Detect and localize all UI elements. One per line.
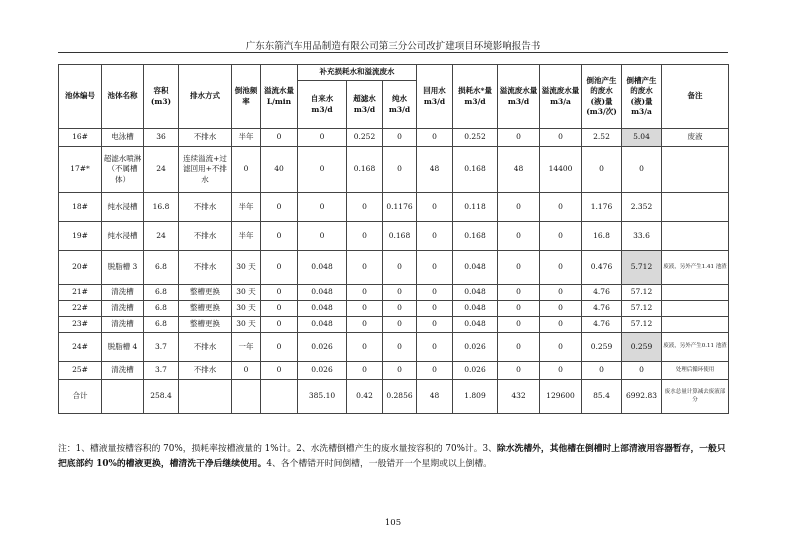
total-wa: 129600 xyxy=(540,380,582,414)
cell-uf: 0 xyxy=(347,222,383,251)
cell-uf: 0 xyxy=(347,251,383,285)
cell-reuse: 0 xyxy=(417,251,453,285)
cell-name: 超滤水喷淋（不属槽体） xyxy=(102,147,144,193)
cell-no: 16# xyxy=(59,129,102,147)
cell-pg: 5.712 xyxy=(622,251,662,285)
cell-no: 20# xyxy=(59,251,102,285)
table-row xyxy=(59,147,729,193)
cell-wd: 0 xyxy=(498,251,540,285)
cell-remark xyxy=(662,301,729,317)
col-header-reuse: 回用水 m3/d xyxy=(417,65,453,129)
col-header-tap: 自来水 m3/d xyxy=(298,81,347,129)
cell-vol: 16.8 xyxy=(144,193,179,222)
cell-ovf: 40 xyxy=(261,147,298,193)
cell-pw: 0.259 xyxy=(582,333,622,362)
cell-reuse: 0 xyxy=(417,317,453,333)
cell-pg: 5.04 xyxy=(622,129,662,147)
cell-wd: 0 xyxy=(498,317,540,333)
cell-remark xyxy=(662,317,729,333)
cell-drain: 不排水 xyxy=(179,333,232,362)
cell-vol: 6.8 xyxy=(144,251,179,285)
cell-pure: 0 xyxy=(383,301,417,317)
table-row xyxy=(59,317,729,333)
cell-reuse: 0 xyxy=(417,301,453,317)
cell-pg: 0 xyxy=(622,362,662,380)
cell-name: 电泳槽 xyxy=(102,129,144,147)
cell-wd: 0 xyxy=(498,193,540,222)
cell-name: 纯水浸槽 xyxy=(102,193,144,222)
cell-freq: 半年 xyxy=(232,193,261,222)
cell-wd: 48 xyxy=(498,147,540,193)
col-header-uf: 超滤水 m3/d xyxy=(347,81,383,129)
cell-drain: 不排水 xyxy=(179,362,232,380)
col-header-pour-waste: 倒池产生的废水(液)量 (m3/次) xyxy=(582,65,622,129)
cell-ovf: 0 xyxy=(261,285,298,301)
total-pg: 6992.83 xyxy=(622,380,662,414)
col-header-pour-freq: 倒池频率 xyxy=(232,65,261,129)
cell-uf: 0 xyxy=(347,317,383,333)
cell-pw: 2.52 xyxy=(582,129,622,147)
cell-pw: 4.76 xyxy=(582,301,622,317)
cell-loss: 0.168 xyxy=(453,147,498,193)
total-wd: 432 xyxy=(498,380,540,414)
total-remark: 废水总量计算减去废液部分 xyxy=(662,380,729,414)
cell-pure: 0.168 xyxy=(383,222,417,251)
cell-pg: 57.12 xyxy=(622,285,662,301)
cell-tap: 0.026 xyxy=(298,333,347,362)
cell-tap: 0 xyxy=(298,147,347,193)
cell-loss: 0.118 xyxy=(453,193,498,222)
cell-pw: 0 xyxy=(582,147,622,193)
cell-loss: 0.168 xyxy=(453,222,498,251)
col-header-loss: 损耗水*量 m3/d xyxy=(453,65,498,129)
table-row xyxy=(59,222,729,251)
cell-no: 25# xyxy=(59,362,102,380)
cell-ovf: 0 xyxy=(261,251,298,285)
total-uf: 0.42 xyxy=(347,380,383,414)
cell-name: 脱脂槽 3 xyxy=(102,251,144,285)
page-number: 105 xyxy=(384,518,402,528)
total-tap: 385.10 xyxy=(298,380,347,414)
cell-ovf: 0 xyxy=(261,317,298,333)
cell-no: 17#* xyxy=(59,147,102,193)
table-row xyxy=(59,333,729,362)
cell-pw: 1.176 xyxy=(582,193,622,222)
cell-uf: 0.168 xyxy=(347,147,383,193)
cell-remark: 处理后循环使用 xyxy=(662,362,729,380)
cell-remark xyxy=(662,193,729,222)
cell-pure: 0 xyxy=(383,362,417,380)
cell-pw: 0.476 xyxy=(582,251,622,285)
table-row xyxy=(59,251,729,285)
table-total-row xyxy=(59,380,729,414)
note-bold: 除水洗槽外，其他槽在倒槽时上部清液用容器暂存，一般只把底部约 10%的槽液更换，槽清洗干净后继续使用。 xyxy=(58,444,726,470)
col-header-pure: 纯水 m3/d xyxy=(383,81,417,129)
cell-freq: 30 天 xyxy=(232,251,261,285)
cell-no: 18# xyxy=(59,193,102,222)
cell-no: 24# xyxy=(59,333,102,362)
cell-remark xyxy=(662,147,729,193)
cell-remark xyxy=(662,222,729,251)
cell-reuse: 0 xyxy=(417,333,453,362)
cell-wd: 0 xyxy=(498,333,540,362)
cell-vol: 36 xyxy=(144,129,179,147)
cell-pg: 57.12 xyxy=(622,301,662,317)
cell-name: 清洗槽 xyxy=(102,285,144,301)
note-part-1: 注：1、槽液量按槽容积的 70%，损耗率按槽液量的 1%计。2、水洗槽倒槽产生的废水量按容积的 70%计。3、 xyxy=(58,444,497,454)
cell-loss: 0.048 xyxy=(453,285,498,301)
cell-pure: 0 xyxy=(383,285,417,301)
cell-uf: 0 xyxy=(347,301,383,317)
total-cell-freq xyxy=(232,380,261,414)
cell-no: 21# xyxy=(59,285,102,301)
cell-ovf: 0 xyxy=(261,222,298,251)
cell-reuse: 0 xyxy=(417,222,453,251)
cell-pure: 0 xyxy=(383,251,417,285)
cell-vol: 6.8 xyxy=(144,317,179,333)
cell-pw: 16.8 xyxy=(582,222,622,251)
cell-wa: 0 xyxy=(540,193,582,222)
cell-loss: 0.252 xyxy=(453,129,498,147)
cell-loss: 0.048 xyxy=(453,251,498,285)
cell-tap: 0.048 xyxy=(298,317,347,333)
cell-name: 清洗槽 xyxy=(102,301,144,317)
cell-vol: 3.7 xyxy=(144,333,179,362)
cell-freq: 0 xyxy=(232,147,261,193)
total-pure: 0.2856 xyxy=(383,380,417,414)
cell-wd: 0 xyxy=(498,222,540,251)
cell-freq: 30 天 xyxy=(232,285,261,301)
cell-reuse: 0 xyxy=(417,193,453,222)
cell-pure: 0 xyxy=(383,317,417,333)
cell-tap: 0 xyxy=(298,193,347,222)
cell-freq: 一年 xyxy=(232,333,261,362)
cell-freq: 0 xyxy=(232,362,261,380)
cell-vol: 24 xyxy=(144,222,179,251)
col-header-overflow: 溢流水量 L/min xyxy=(261,65,298,129)
cell-uf: 0 xyxy=(347,285,383,301)
cell-pure: 0.1176 xyxy=(383,193,417,222)
cell-loss: 0.026 xyxy=(453,362,498,380)
cell-remark xyxy=(662,285,729,301)
cell-drain: 不排水 xyxy=(179,251,232,285)
total-cell-drain xyxy=(179,380,232,414)
col-header-overflow-waste-a: 溢流废水量 m3/a xyxy=(540,65,582,129)
cell-name: 清洗槽 xyxy=(102,317,144,333)
cell-tap: 0.026 xyxy=(298,362,347,380)
cell-drain: 整槽更换 xyxy=(179,317,232,333)
cell-ovf: 0 xyxy=(261,301,298,317)
col-header-pool-name: 池体名称 xyxy=(102,65,144,129)
cell-loss: 0.026 xyxy=(453,333,498,362)
cell-wd: 0 xyxy=(498,301,540,317)
total-cell-name xyxy=(102,380,144,414)
table-row xyxy=(59,285,729,301)
cell-loss: 0.048 xyxy=(453,301,498,317)
note-part-2: 4、各个槽错开时间倒槽，一般错开一个星期或以上倒槽。 xyxy=(266,459,492,470)
cell-ovf: 0 xyxy=(261,129,298,147)
cell-ovf: 0 xyxy=(261,193,298,222)
cell-pg: 0 xyxy=(622,147,662,193)
cell-pg: 57.12 xyxy=(622,317,662,333)
total-reuse: 48 xyxy=(417,380,453,414)
cell-tap: 0.048 xyxy=(298,301,347,317)
cell-pure: 0 xyxy=(383,333,417,362)
cell-remark: 废液 xyxy=(662,129,729,147)
water-balance-table xyxy=(58,64,729,414)
cell-wa: 0 xyxy=(540,301,582,317)
cell-vol: 3.7 xyxy=(144,362,179,380)
cell-wd: 0 xyxy=(498,129,540,147)
cell-name: 脱脂槽 4 xyxy=(102,333,144,362)
cell-vol: 6.8 xyxy=(144,285,179,301)
cell-vol: 24 xyxy=(144,147,179,193)
cell-wd: 0 xyxy=(498,285,540,301)
col-header-supplement-group: 补充损耗水和溢流废水 xyxy=(298,65,417,81)
cell-wa: 0 xyxy=(540,317,582,333)
cell-wa: 0 xyxy=(540,285,582,301)
cell-pg: 0.259 xyxy=(622,333,662,362)
cell-tap: 0.048 xyxy=(298,285,347,301)
cell-pure: 0 xyxy=(383,147,417,193)
page-header: 广东东箭汽车用品制造有限公司第三分公司改扩建项目环境影响报告书 xyxy=(245,41,541,52)
total-vol: 258.4 xyxy=(144,380,179,414)
cell-tap: 0 xyxy=(298,222,347,251)
cell-wa: 0 xyxy=(540,222,582,251)
cell-wa: 14400 xyxy=(540,147,582,193)
table-row xyxy=(59,301,729,317)
col-header-pour-gen: 倒槽产生的废水(液)量 m3/a xyxy=(622,65,662,129)
cell-reuse: 0 xyxy=(417,285,453,301)
col-header-volume: 容积(m3) xyxy=(144,65,179,129)
cell-tap: 0.048 xyxy=(298,251,347,285)
cell-drain: 不排水 xyxy=(179,193,232,222)
cell-pure: 0 xyxy=(383,129,417,147)
cell-no: 22# xyxy=(59,301,102,317)
cell-uf: 0.252 xyxy=(347,129,383,147)
cell-remark: 废液，另外产生1.41 池渣 xyxy=(662,251,729,285)
cell-vol: 6.8 xyxy=(144,301,179,317)
cell-wa: 0 xyxy=(540,251,582,285)
cell-ovf: 0 xyxy=(261,333,298,362)
cell-uf: 0 xyxy=(347,333,383,362)
cell-freq: 30 天 xyxy=(232,301,261,317)
cell-uf: 0 xyxy=(347,362,383,380)
cell-freq: 半年 xyxy=(232,222,261,251)
cell-pw: 0 xyxy=(582,362,622,380)
cell-no: 23# xyxy=(59,317,102,333)
col-header-overflow-waste-d: 溢流废水量 m3/d xyxy=(498,65,540,129)
total-cell-ovf xyxy=(261,380,298,414)
cell-wd: 0 xyxy=(498,362,540,380)
cell-reuse: 0 xyxy=(417,129,453,147)
cell-pg: 2.352 xyxy=(622,193,662,222)
cell-freq: 半年 xyxy=(232,129,261,147)
cell-drain: 整槽更换 xyxy=(179,285,232,301)
cell-reuse: 0 xyxy=(417,362,453,380)
cell-wa: 0 xyxy=(540,333,582,362)
col-header-pool-no: 池体编号 xyxy=(59,65,102,129)
cell-wa: 0 xyxy=(540,362,582,380)
cell-wa: 0 xyxy=(540,129,582,147)
table-note xyxy=(58,442,730,473)
cell-remark: 废液，另外产生0.11 池渣 xyxy=(662,333,729,362)
total-loss: 1.809 xyxy=(453,380,498,414)
total-label: 合计 xyxy=(59,380,102,414)
total-pw: 85.4 xyxy=(582,380,622,414)
cell-reuse: 48 xyxy=(417,147,453,193)
table-row xyxy=(59,129,729,147)
header-divider xyxy=(58,52,728,53)
cell-freq: 30 天 xyxy=(232,317,261,333)
cell-name: 清洗槽 xyxy=(102,362,144,380)
cell-drain: 整槽更换 xyxy=(179,301,232,317)
table-row xyxy=(59,193,729,222)
cell-drain: 不排水 xyxy=(179,222,232,251)
cell-pw: 4.76 xyxy=(582,285,622,301)
cell-pw: 4.76 xyxy=(582,317,622,333)
cell-pg: 33.6 xyxy=(622,222,662,251)
col-header-drain-mode: 排水方式 xyxy=(179,65,232,129)
cell-ovf: 0 xyxy=(261,362,298,380)
cell-name: 纯水浸槽 xyxy=(102,222,144,251)
cell-no: 19# xyxy=(59,222,102,251)
cell-drain: 连续溢流+过滤回用+不排水 xyxy=(179,147,232,193)
cell-drain: 不排水 xyxy=(179,129,232,147)
col-header-remark: 备注 xyxy=(662,65,729,129)
table-row xyxy=(59,362,729,380)
cell-uf: 0 xyxy=(347,193,383,222)
cell-loss: 0.048 xyxy=(453,317,498,333)
cell-tap: 0 xyxy=(298,129,347,147)
